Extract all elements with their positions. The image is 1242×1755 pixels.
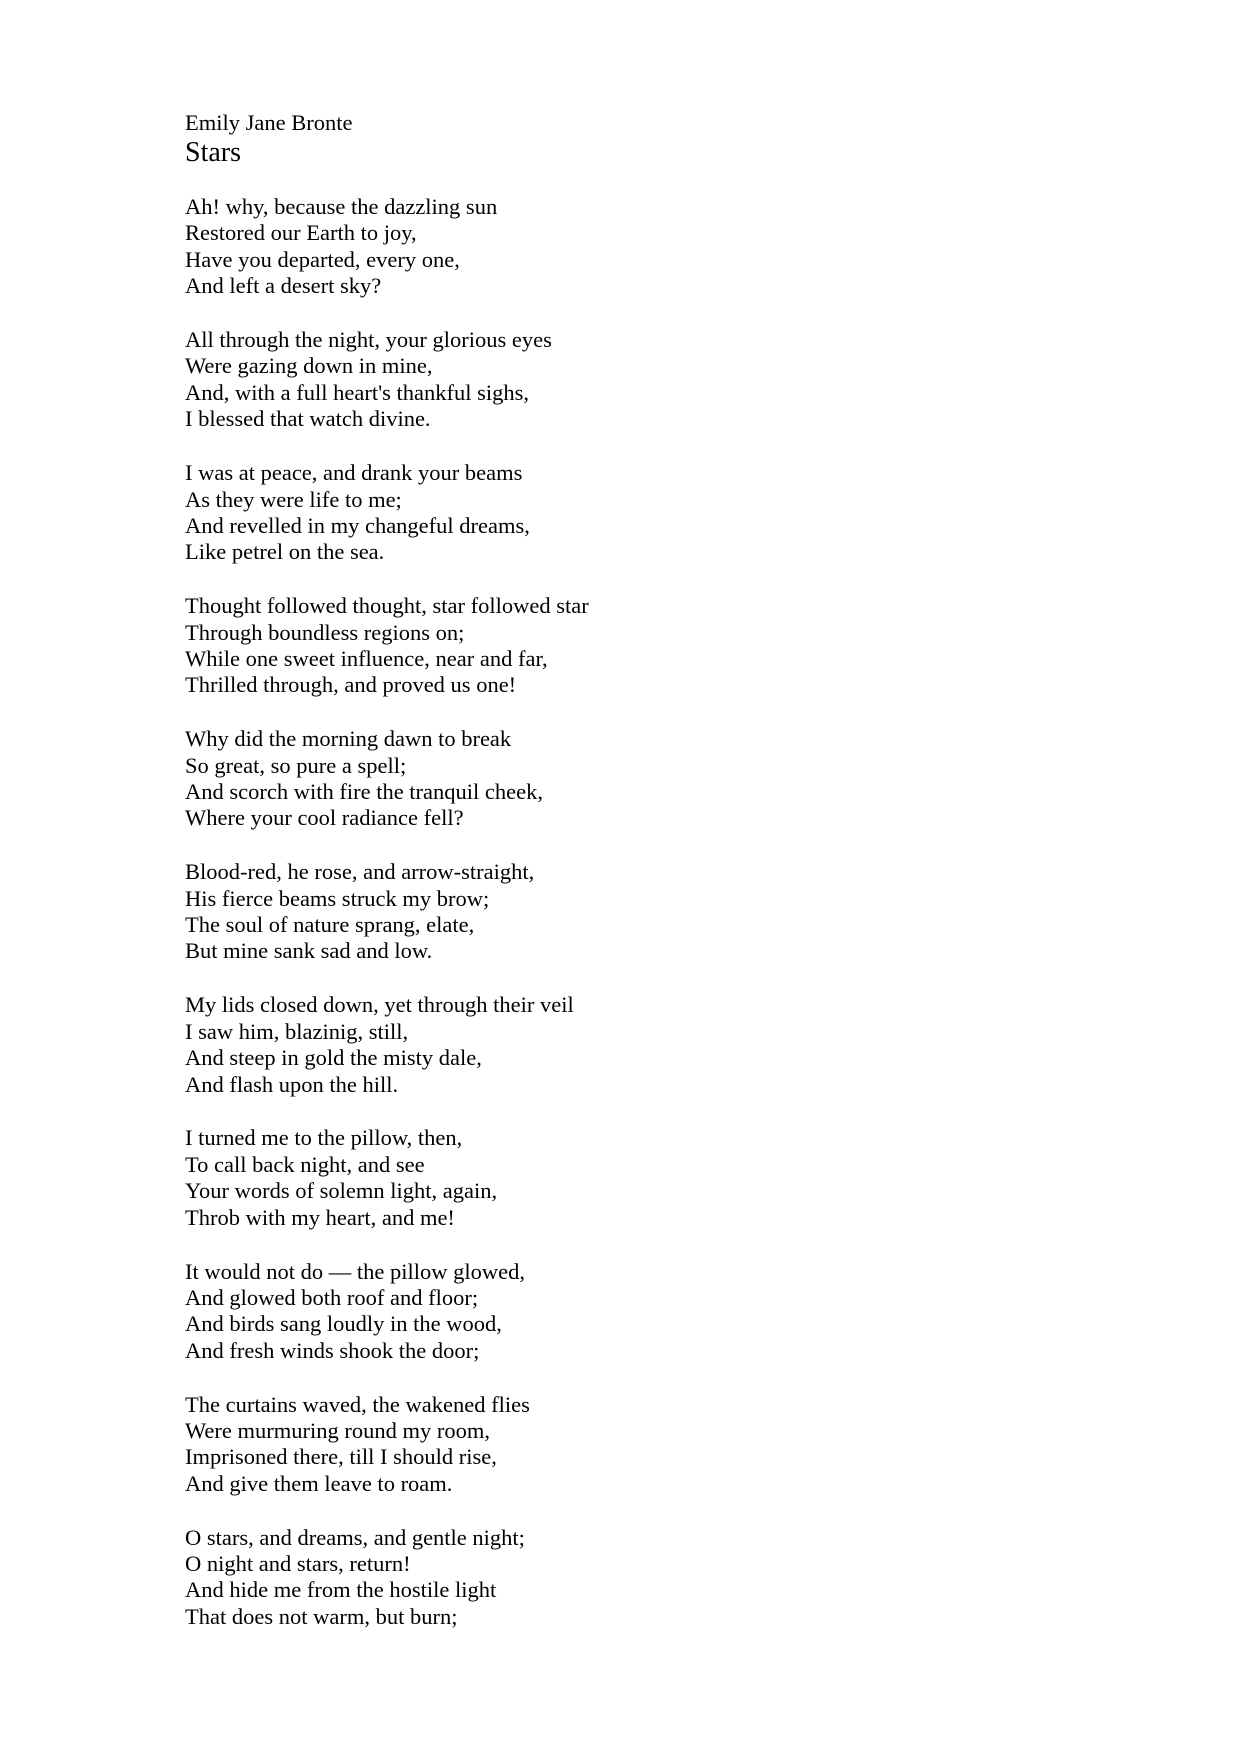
poem-line: And birds sang loudly in the wood, <box>185 1311 502 1337</box>
poem-line: And steep in gold the misty dale, <box>185 1045 482 1071</box>
poem-line: And left a desert sky? <box>185 273 382 299</box>
poem-line: Throb with my heart, and me! <box>185 1204 455 1230</box>
poem-line: The curtains waved, the wakened flies <box>185 1391 530 1417</box>
stanza <box>185 327 1185 433</box>
stanza <box>185 460 1185 566</box>
poem-line: And glowed both roof and floor; <box>185 1284 479 1310</box>
poem-line: I saw him, blazinig, still, <box>185 1018 409 1044</box>
poem-line: O stars, and dreams, and gentle night; <box>185 1524 525 1550</box>
poem-line: To call back night, and see <box>185 1151 425 1177</box>
poem-line: I was at peace, and drank your beams <box>185 460 523 486</box>
poem-line: But mine sank sad and low. <box>185 938 433 964</box>
poem-body <box>185 194 1185 1630</box>
poem-line: I turned me to the pillow, then, <box>185 1125 463 1151</box>
poem-line: Blood-red, he rose, and arrow-straight, <box>185 859 535 885</box>
author-name: Emily Jane Bronte <box>185 110 353 135</box>
poem-line: Restored our Earth to joy, <box>185 220 417 246</box>
poem-line: And flash upon the hill. <box>185 1071 399 1097</box>
poem-line: Why did the morning dawn to break <box>185 726 512 752</box>
poem-line: All through the night, your glorious eyes <box>185 327 552 353</box>
stanza <box>185 1392 1185 1498</box>
stanza <box>185 726 1185 832</box>
poem-line: And revelled in my changeful dreams, <box>185 512 530 538</box>
poem-line: Imprisoned there, till I should rise, <box>185 1444 497 1470</box>
poem-line: Ah! why, because the dazzling sun <box>185 194 498 219</box>
stanza <box>185 859 1185 965</box>
poem-line: So great, so pure a spell; <box>185 752 407 778</box>
poem-line: It would not do — the pillow glowed, <box>185 1258 525 1284</box>
poem-line: The soul of nature sprang, elate, <box>185 912 475 938</box>
poem-line: Like petrel on the sea. <box>185 539 385 565</box>
poem-content <box>185 110 1185 1658</box>
poem-line: Were gazing down in mine, <box>185 353 433 379</box>
poem-line: I blessed that watch divine. <box>185 406 431 432</box>
poem-line: Thrilled through, and proved us one! <box>185 672 517 698</box>
poem-line: Have you departed, every one, <box>185 246 460 272</box>
poem-line: Thought followed thought, star followed star <box>185 593 589 619</box>
poem-line: O night and stars, return! <box>185 1551 411 1577</box>
poem-line: Your words of solemn light, again, <box>185 1178 498 1204</box>
poem-line: And hide me from the hostile light <box>185 1577 497 1603</box>
stanza <box>185 992 1185 1098</box>
poem-line: And fresh winds shook the door; <box>185 1337 480 1363</box>
poem-line: Where your cool radiance fell? <box>185 805 464 831</box>
poem-line: And, with a full heart's thankful sighs, <box>185 379 530 405</box>
stanza <box>185 593 1185 699</box>
poem-line: Were murmuring round my room, <box>185 1417 491 1443</box>
stanza <box>185 1525 1185 1631</box>
poem-title: Stars <box>185 137 241 168</box>
poem-line: And give them leave to roam. <box>185 1470 453 1496</box>
poem-line: While one sweet influence, near and far, <box>185 645 548 671</box>
stanza <box>185 1259 1185 1365</box>
poem-line: Through boundless regions on; <box>185 619 465 645</box>
poem-line: As they were life to me; <box>185 486 402 512</box>
stanza <box>185 194 1185 300</box>
stanza <box>185 1125 1185 1231</box>
poem-line: That does not warm, but burn; <box>185 1603 458 1629</box>
poem-line: My lids closed down, yet through their veil <box>185 992 574 1018</box>
poem-line: And scorch with fire the tranquil cheek, <box>185 779 544 805</box>
poem-line: His fierce beams struck my brow; <box>185 885 490 911</box>
